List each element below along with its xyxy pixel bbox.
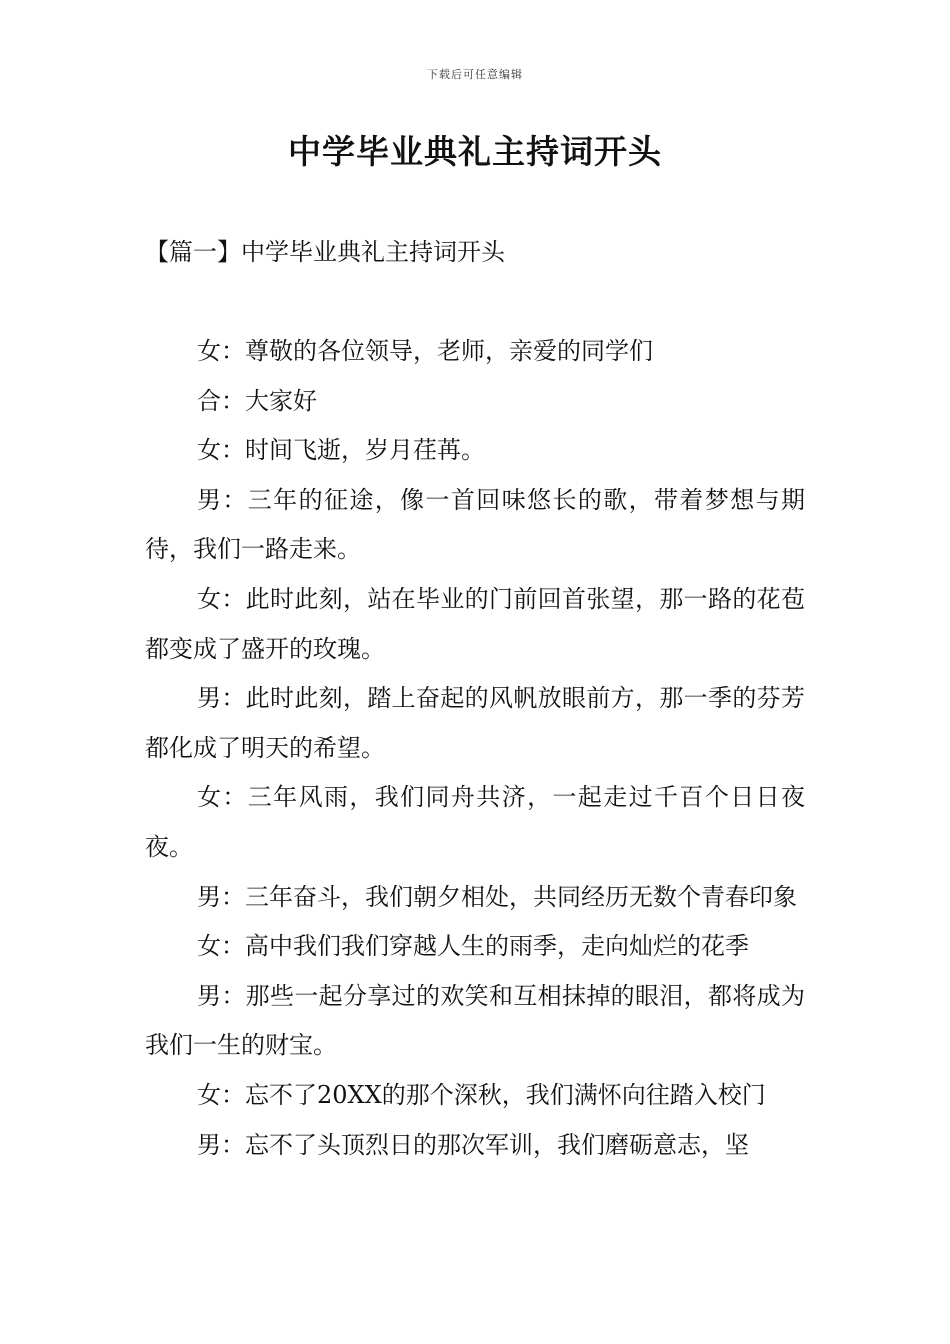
header-note: 下载后可任意编辑 (427, 68, 523, 81)
paragraph: 合：大家好 (197, 386, 317, 415)
paragraph: 男：此时此刻，踏上奋起的风帆放眼前方，那一季的芬芳都化成了明天的希望。 (145, 684, 805, 762)
paragraph: 女：此时此刻，站在毕业的门前回首张望，那一路的花苞都变成了盛开的玫瑰。 (145, 584, 805, 663)
paragraph: 男：忘不了头顶烈日的那次军训，我们磨砺意志，坚 (197, 1130, 749, 1159)
paragraph: 女：尊敬的各位领导，老师，亲爱的同学们 (197, 337, 653, 365)
paragraph: 男：三年奋斗，我们朝夕相处，共同经历无数个青春印象 (197, 882, 797, 911)
paragraph: 女：高中我们我们穿越人生的雨季，走向灿烂的花季 (197, 932, 749, 961)
paragraph: 女：忘不了20XX的那个深秋，我们满怀向往踏入校门 (197, 1080, 766, 1109)
document-title: 中学毕业典礼主持词开头 (288, 132, 662, 171)
paragraph: 女：三年风雨，我们同舟共济，一起走过千百个日日夜夜。 (145, 783, 805, 861)
paragraph: 男：那些一起分享过的欢笑和互相抹掉的眼泪，都将成为我们一生的财宝。 (145, 981, 805, 1060)
section-heading: 【篇一】中学毕业典礼主持词开头 (145, 238, 505, 266)
paragraph: 女：时间飞逝，岁月荏苒。 (197, 436, 485, 465)
paragraph: 男：三年的征途，像一首回味悠长的歌，带着梦想与期待，我们一路走来。 (145, 485, 805, 564)
document-body (145, 327, 805, 1170)
